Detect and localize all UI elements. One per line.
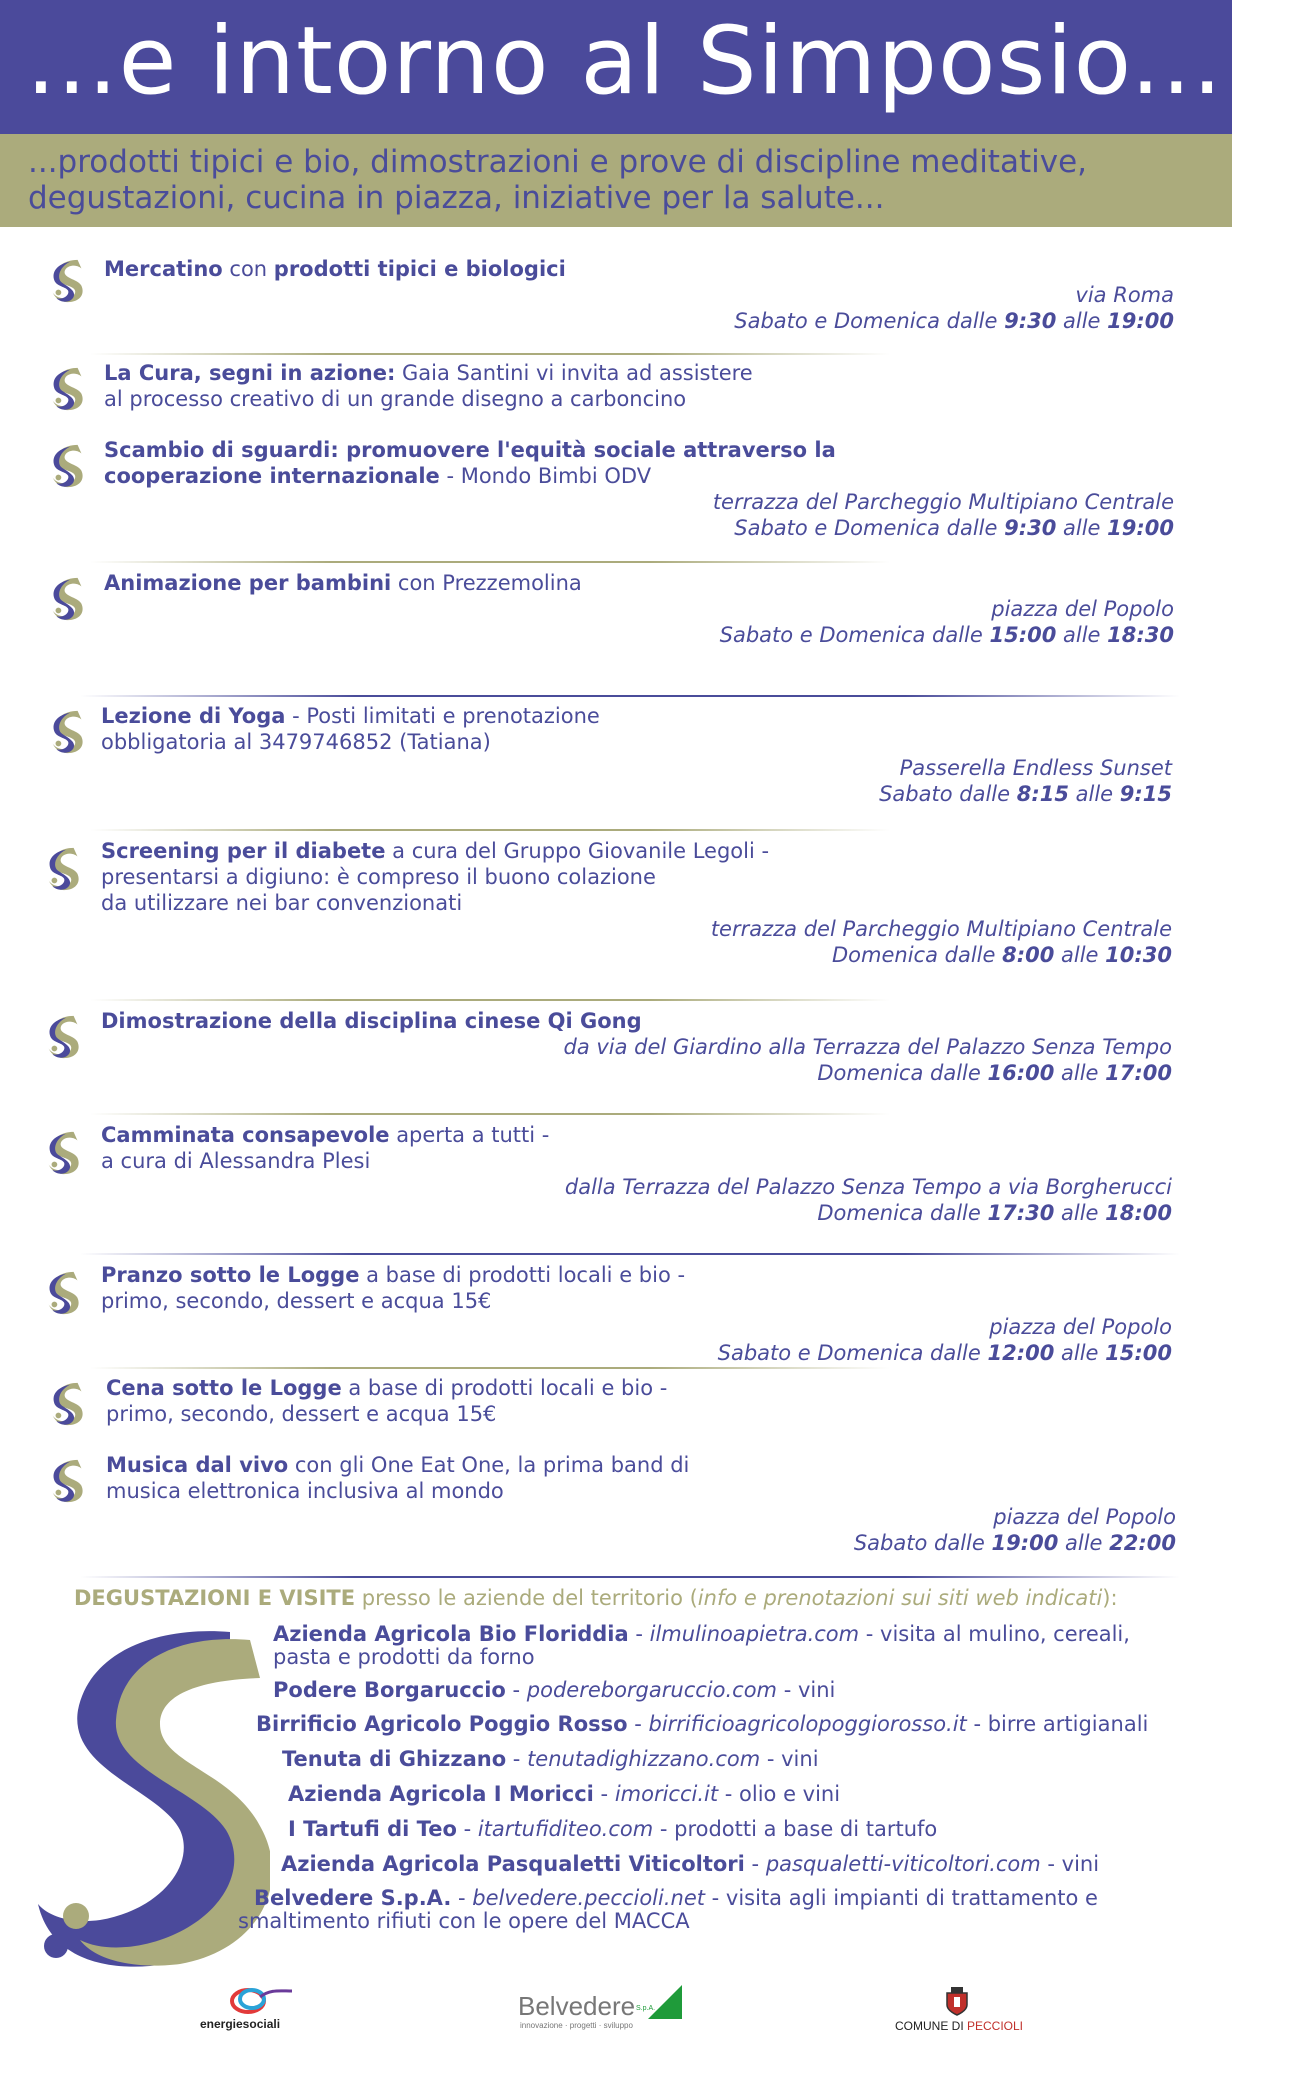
belvedere-tagline: innovazione · progetti · sviluppo (520, 2021, 633, 2030)
winery-item: Birrificio Agricolo Poggio Rosso - birrificioagricolopoggiorosso.it - birre artigianali (256, 1712, 1149, 1736)
event-time: Sabato e Domenica dalle 12:00 alle 15:00 (717, 1341, 1172, 1365)
winery-item: Belvedere S.p.A. - belvedere.peccioli.net - visita agli impianti di trattamento e smaltimento rifiuti con le opere del MACCA (238, 1886, 1098, 1933)
s-logo-icon (48, 707, 88, 755)
s-logo-icon (48, 1379, 88, 1427)
event-time: Domenica dalle 8:00 alle 10:30 (832, 943, 1172, 967)
event-time: Sabato e Domenica dalle 9:30 alle 19:00 (734, 516, 1174, 540)
comune-peccioli-logo (895, 1985, 1024, 2035)
divider (90, 1367, 890, 1369)
event-location: da via del Giardino alla Terrazza del Palazzo Senza Tempo (563, 1035, 1172, 1059)
event-location: piazza del Popolo (993, 1505, 1176, 1529)
event-time: Sabato dalle 8:15 alle 9:15 (879, 782, 1172, 806)
event-description: Dimostrazione della disciplina cinese Qi Gong (101, 1009, 642, 1033)
event-description: Lezione di Yoga - Posti limitati e prenotazione obbligatoria al 3479746852 (Tatiana) (101, 704, 600, 754)
divider (90, 561, 890, 563)
divider (80, 1253, 1180, 1255)
event-description: Screening per il diabete a cura del Gruppo Giovanile Legoli - presentarsi a digiuno: è compreso il buono colazione da utilizzare nei bar convenzionati (101, 839, 770, 915)
event-mercatino (0, 256, 1200, 336)
event-time: Domenica dalle 17:30 alle 18:00 (817, 1201, 1172, 1225)
event-location: via Roma (1075, 283, 1174, 307)
s-logo-icon (44, 844, 84, 892)
s-logo-icon (44, 1128, 84, 1176)
event-description: Animazione per bambini con Prezzemolina (104, 571, 582, 595)
coat-of-arms-icon (943, 1985, 971, 2017)
winery-item: Azienda Agricola Bio Floriddia - ilmulinoapietra.com - visita al mulino, cereali, pasta e prodotti da forno (273, 1622, 1130, 1669)
energie-sociali-logo (200, 1985, 310, 2035)
event-yoga (0, 703, 1200, 813)
belvedere-triangle-icon (644, 1985, 682, 2019)
subtitle-line-1: ...prodotti tipici e bio, dimostrazioni e prove di discipline meditative, (28, 144, 1087, 180)
event-time: Domenica dalle 16:00 alle 17:00 (817, 1061, 1172, 1085)
event-description: Pranzo sotto le Logge a base di prodotti locali e bio - primo, secondo, dessert e acqua 15€ (101, 1263, 686, 1313)
event-qi-gong (0, 1008, 1200, 1088)
page-subtitle (0, 134, 1232, 227)
event-location: terrazza del Parcheggio Multipiano Centrale (710, 917, 1172, 941)
subtitle-line-2: degustazioni, cucina in piazza, iniziative per la salute... (28, 180, 885, 216)
event-animazione (0, 570, 1200, 650)
divider (80, 695, 1180, 697)
belvedere-text: Belvedere (518, 1991, 636, 2021)
event-description: Cena sotto le Logge a base di prodotti locali e bio - primo, secondo, dessert e acqua 15€ (106, 1376, 668, 1426)
event-location: piazza del Popolo (989, 1315, 1172, 1339)
event-time: Sabato e Domenica dalle 15:00 alle 18:30 (719, 623, 1174, 647)
winery-item: I Tartufi di Teo - itartufiditeo.com - prodotti a base di tartufo (288, 1817, 938, 1841)
winery-item: Podere Borgaruccio - podereborgaruccio.com - vini (273, 1678, 836, 1702)
winery-item: Azienda Agricola I Moricci - imoricci.it - olio e vini (288, 1782, 841, 1806)
s-logo-icon (48, 364, 88, 412)
event-time: Sabato e Domenica dalle 9:30 alle 19:00 (734, 309, 1174, 333)
event-location: dalla Terrazza del Palazzo Senza Tempo a via Borgherucci (564, 1175, 1172, 1199)
s-logo-icon (48, 441, 88, 489)
divider (90, 353, 890, 355)
belvedere-spa-text: S.p.A. (636, 2005, 656, 2012)
energie-sociali-swirl-icon (208, 1985, 308, 2015)
event-location: piazza del Popolo (991, 597, 1174, 621)
s-logo-icon (48, 574, 88, 622)
event-pranzo (0, 1262, 1200, 1372)
event-description: La Cura, segni in azione: Gaia Santini vi invita ad assistere al processo creativo di un grande disegno a carboncino (104, 361, 753, 411)
event-description: Camminata consapevole aperta a tutti - a cura di Alessandra Plesi (101, 1123, 550, 1173)
s-logo-icon (44, 1012, 84, 1060)
divider (90, 999, 890, 1001)
event-musica (0, 1452, 1200, 1562)
event-cena (0, 1375, 1200, 1435)
event-scambio-di-sguardi (0, 437, 1200, 547)
degustazioni-title: DEGUSTAZIONI E VISITE presso le aziende del territorio (info e prenotazioni sui siti web indicati): (74, 1586, 1118, 1610)
s-logo-icon (48, 1456, 88, 1504)
event-camminata (0, 1122, 1200, 1232)
event-screening (0, 838, 1200, 968)
event-time: Sabato dalle 19:00 alle 22:00 (853, 1531, 1176, 1555)
s-logo-icon (48, 256, 88, 304)
divider (90, 1113, 890, 1115)
event-location: terrazza del Parcheggio Multipiano Centrale (712, 490, 1174, 514)
divider (90, 829, 890, 831)
comune-text: COMUNE DI PECCIOLI (895, 2019, 1024, 2033)
event-location: Passerella Endless Sunset (899, 756, 1172, 780)
event-description: Musica dal vivo con gli One Eat One, la prima band di musica elettronica inclusiva al mondo (106, 1453, 690, 1503)
event-description: Scambio di sguardi: promuovere l'equità sociale attraverso la cooperazione internazionale - Mondo Bimbi ODV (104, 438, 836, 488)
belvedere-logo (518, 1985, 678, 2035)
s-logo-icon (44, 1268, 84, 1316)
divider (80, 1576, 1180, 1578)
event-description: Mercatino con prodotti tipici e biologici (104, 257, 566, 281)
energie-sociali-text: energiesociali (200, 2017, 281, 2031)
s-logo-large-icon (30, 1620, 270, 1970)
winery-item: Tenuta di Ghizzano - tenutadighizzano.com - vini (282, 1747, 819, 1771)
winery-item: Azienda Agricola Pasqualetti Viticoltori - pasqualetti-viticoltori.com - vini (281, 1852, 1100, 1876)
event-la-cura (0, 360, 1200, 420)
page-title: ...e intorno al Simposio... (0, 0, 1232, 134)
